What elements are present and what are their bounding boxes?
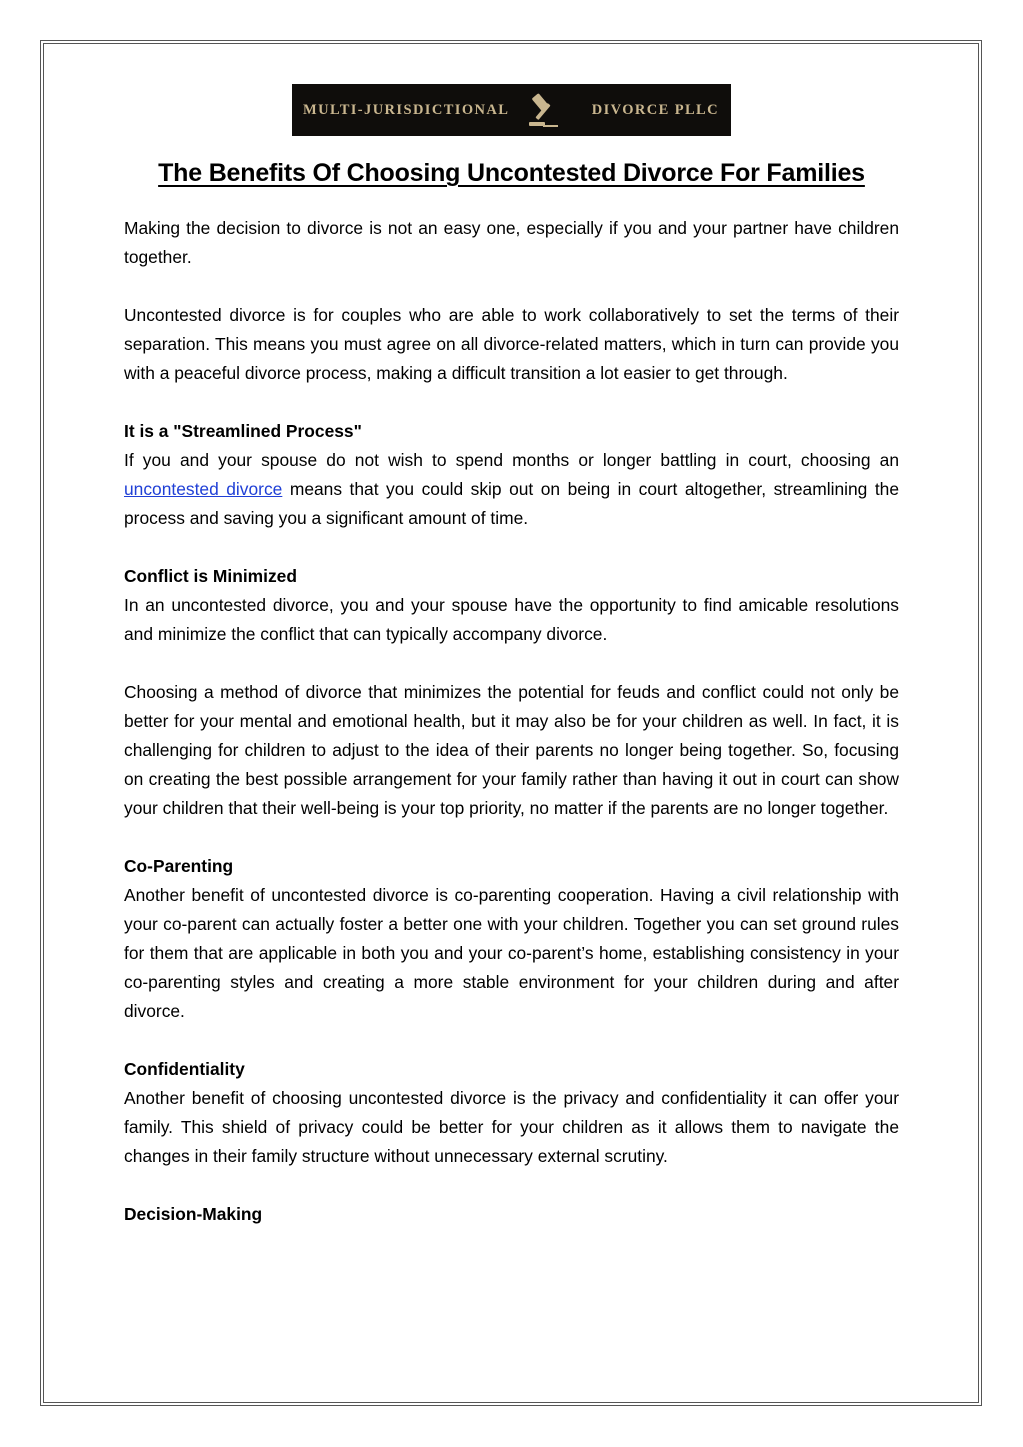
section-heading-coparenting: Co-Parenting [124,856,234,876]
section-heading-decision-making: Decision-Making [124,1204,263,1224]
streamlined-text-before-link: If you and your spouse do not wish to spend months or longer battling in court, choosing an [124,450,899,470]
conflict-paragraph-1: In an uncontested divorce, you and your spouse have the opportunity to find amicable resolutions and minimize the conflict that can typically accompany divorce. [124,595,899,644]
section-heading-conflict: Conflict is Minimized [124,566,297,586]
logo-left-text: MULTI-JURISDICTIONAL [303,101,510,118]
section-heading-confidentiality: Confidentiality [124,1059,245,1079]
logo-right-text: DIVORCE PLLC [591,101,719,118]
streamlined-paragraph [124,446,899,533]
streamlined-text-after-link: means that you could skip out on being in court altogether, streamlining the process and saving you a significant amount of time. [124,479,899,528]
section-decision-making [124,1200,899,1229]
article [124,150,899,1258]
intro-paragraph-1: Making the decision to divorce is not an easy one, especially if you and your partner have children together. [124,218,899,267]
page-title: The Benefits Of Choosing Uncontested Divorce For Families [158,159,865,187]
section-heading-streamlined: It is a "Streamlined Process" [124,421,362,441]
section-streamlined [124,417,899,533]
section-conflict [124,562,899,823]
section-confidentiality [124,1055,899,1171]
article-body [124,214,899,1229]
confidentiality-paragraph: Another benefit of choosing uncontested divorce is the privacy and confidentiality it can offer your family. This shield of privacy could be better for your children as it allows them to navigate the changes in their family structure without unnecessary external scrutiny. [124,1088,899,1166]
intro-paragraph-2: Uncontested divorce is for couples who are able to work collaboratively to set the terms of their separation. This means you must agree on all divorce-related matters, which in turn can provide you with a peaceful divorce process, making a difficult transition a lot easier to get through. [124,305,899,383]
conflict-paragraph-2: Choosing a method of divorce that minimizes the potential for feuds and conflict could not only be better for your mental and emotional health, but it may also be for your children as well. In fact, it is challenging for children to adjust to the idea of their parents no longer being together. So, focusing on creating the best possible arrangement for your family rather than having it out in court can show your children that their well-being is your top priority, no matter if the parents are no longer together. [124,682,899,818]
coparenting-paragraph: Another benefit of uncontested divorce is co-parenting cooperation. Having a civil relationship with your co-parent can actually foster a better one with your children. Together you can set ground rules for them that are applicable in both you and your co-parent’s home, establishing consistency in your co-parenting styles and creating a more stable environment for your children during and after divorce. [124,885,899,1021]
section-coparenting [124,852,899,1026]
gavel-icon [523,90,563,130]
uncontested-divorce-link[interactable]: uncontested divorce [124,479,283,499]
firm-logo [292,84,731,136]
